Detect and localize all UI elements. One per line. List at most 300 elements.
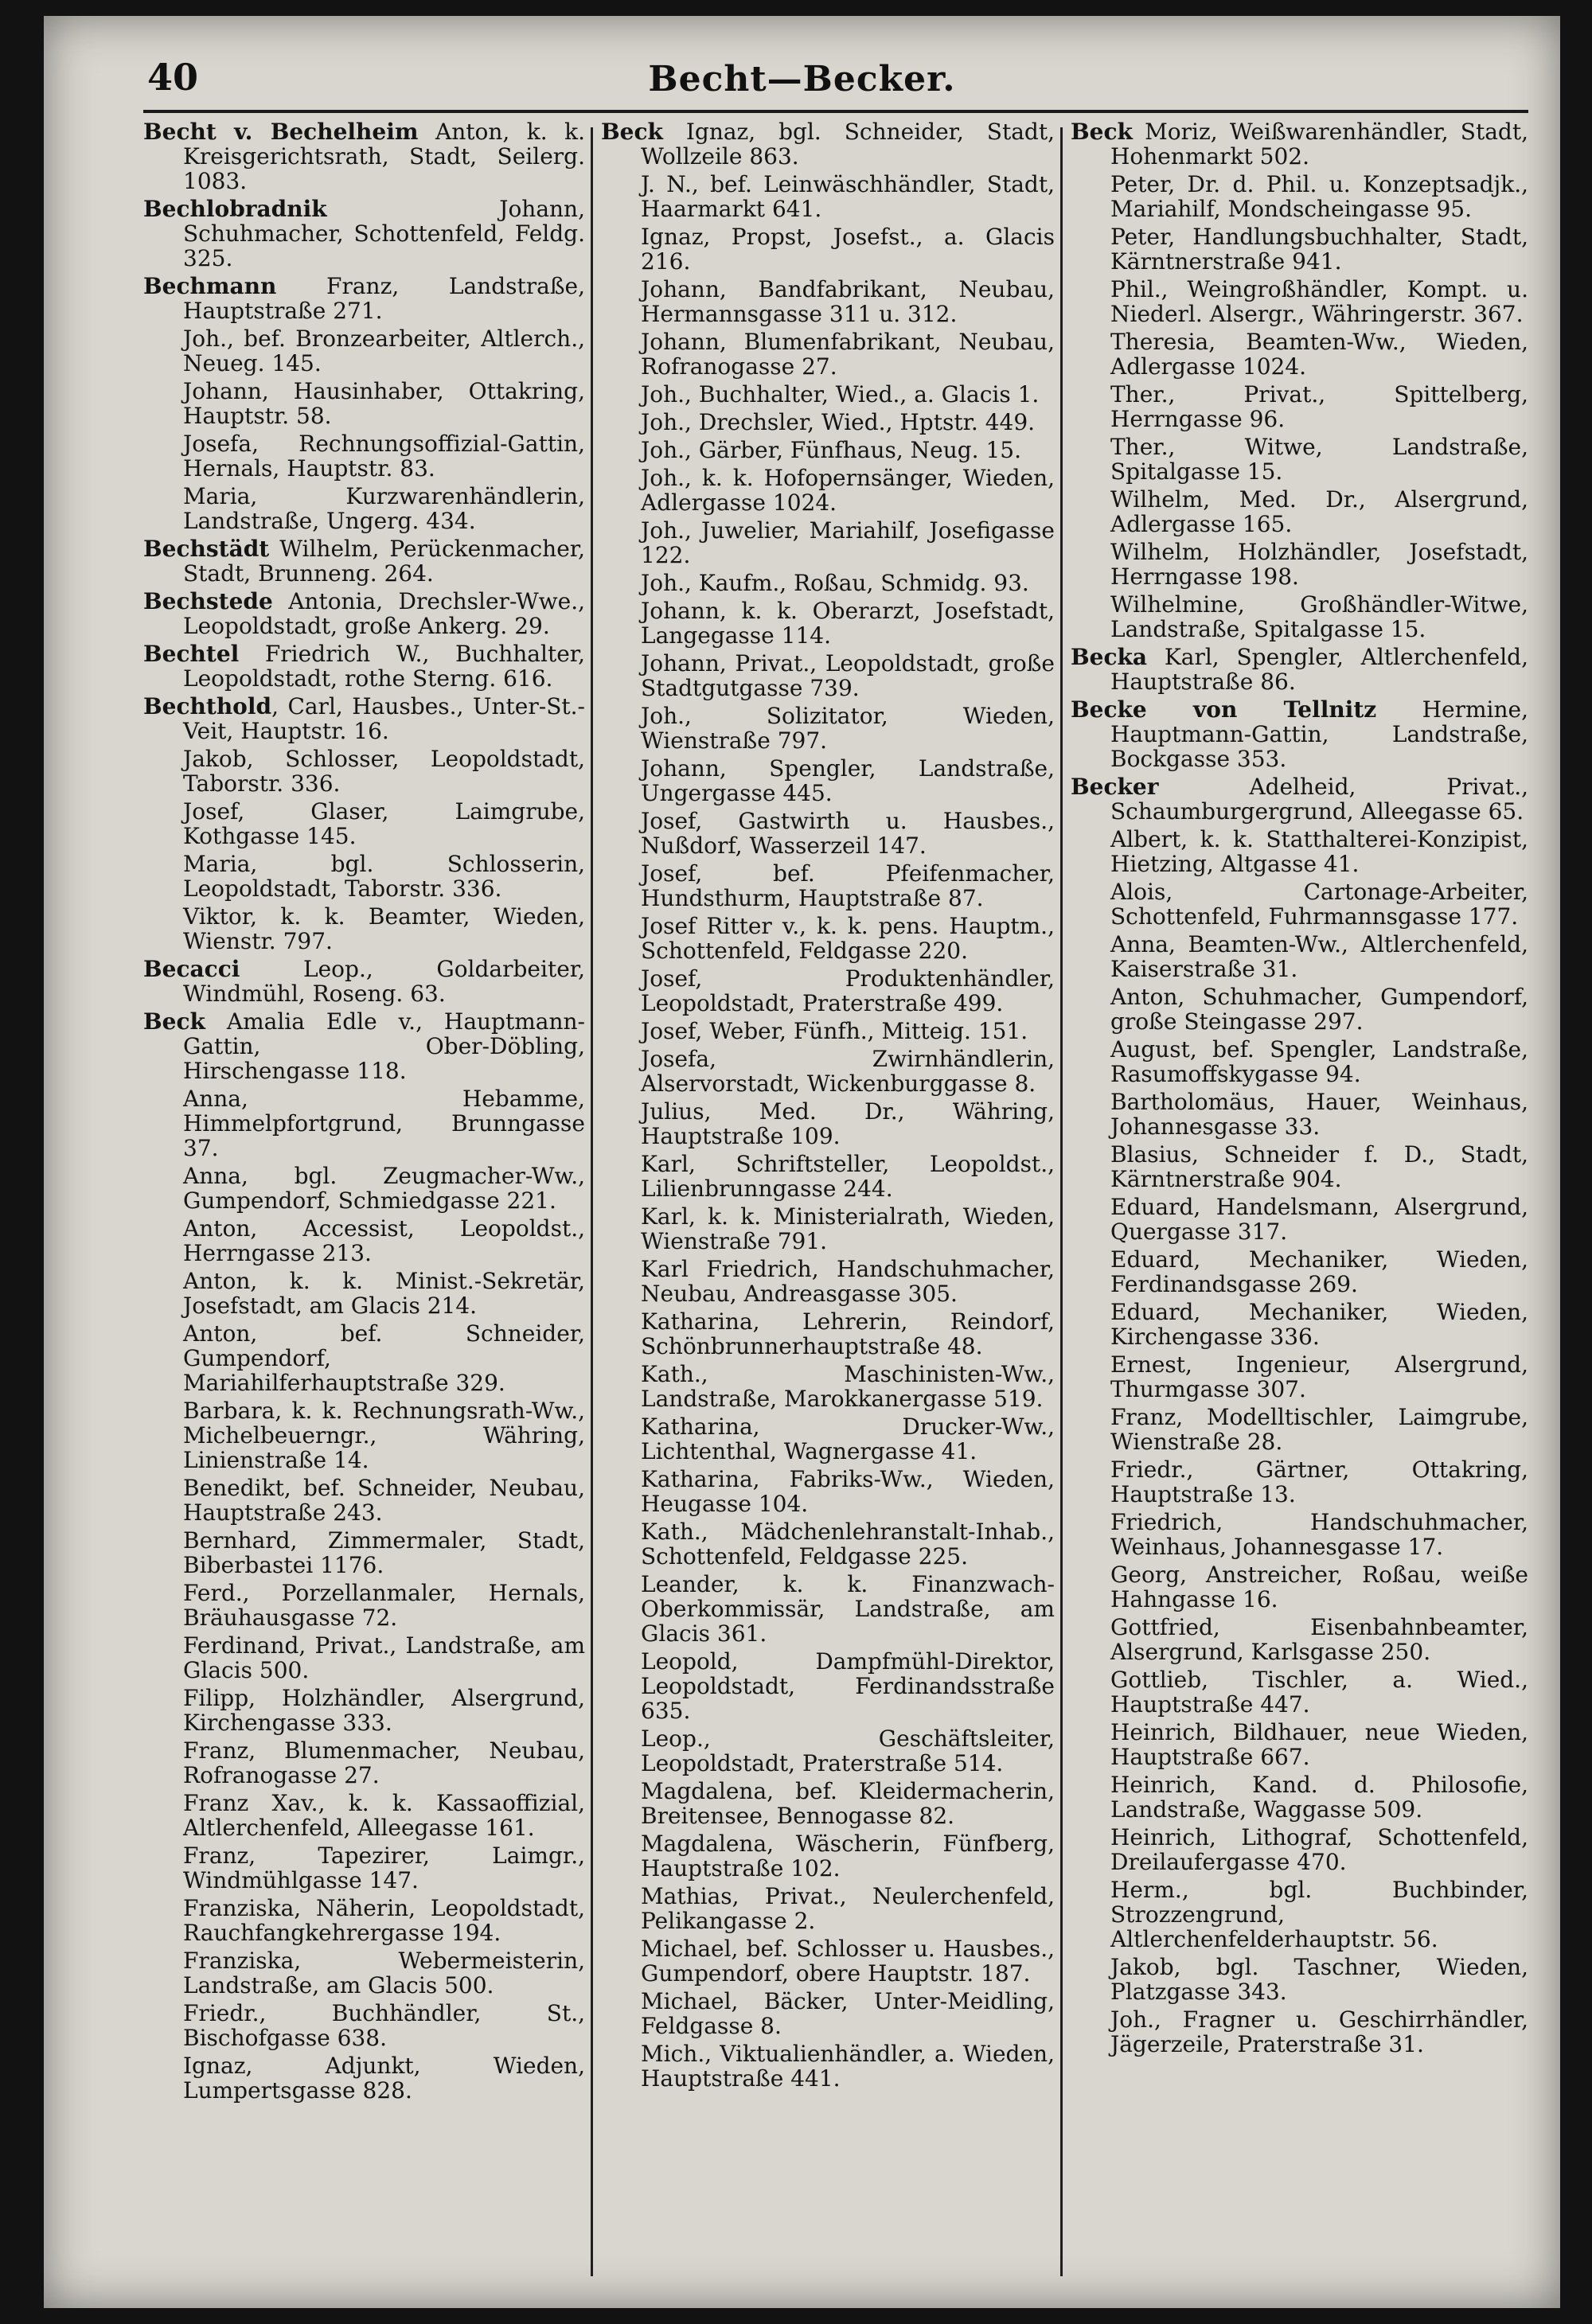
directory-entry <box>143 1476 585 1525</box>
entry-text: Wilhelmine, Großhändler-Witwe, Landstraße, Spitalgasse 15. <box>1110 591 1528 642</box>
ditto-dash <box>143 747 183 771</box>
ditto-dash <box>601 1519 641 1544</box>
column-3 <box>1071 119 1528 2276</box>
directory-entry <box>143 1896 585 1945</box>
entry-text: Leander, k. k. Finanzwach-Oberkommissär, Landstraße, am Glacis 361. <box>641 1571 1055 1647</box>
directory-entry <box>601 1362 1055 1411</box>
entry-surname: Becker <box>1071 774 1159 800</box>
entry-text: Josefa, Zwirnhändlerin, Alservorstadt, Wickenburggasse 8. <box>641 1046 1055 1097</box>
entry-text: Ther., Privat., Spittelberg, Herrngasse 96. <box>1110 381 1528 432</box>
entry-text: Franz Xav., k. k. Kassaoffizial, Altlerchenfeld, Alleegasse 161. <box>183 1790 585 1841</box>
ditto-dash <box>601 1257 641 1281</box>
ditto-dash <box>143 2001 183 2026</box>
ditto-dash <box>601 861 641 886</box>
directory-entry <box>1071 1405 1528 1454</box>
entry-text: Josef, Glaser, Laimgrube, Kothgasse 145. <box>183 798 585 849</box>
directory-entry <box>1071 879 1528 929</box>
ditto-dash <box>601 1989 641 2014</box>
entry-text: Franziska, Webermeisterin, Landstraße, am Glacis 500. <box>183 1948 585 1998</box>
entry-text: Anna, Hebamme, Himmelpfortgrund, Brunngasse 37. <box>183 1086 585 1161</box>
directory-entry <box>143 589 585 638</box>
entry-text: Filipp, Holzhändler, Alsergrund, Kirchengasse 333. <box>183 1685 585 1736</box>
entry-text: Magdalena, bef. Kleidermacherin, Breitensee, Bennogasse 82. <box>641 1778 1055 1829</box>
directory-entry <box>601 518 1055 567</box>
ditto-dash <box>1071 879 1110 904</box>
directory-entry <box>601 1989 1055 2038</box>
ditto-dash <box>143 379 183 404</box>
entry-text: Ther., Witwe, Landstraße, Spitalgasse 15. <box>1110 434 1528 485</box>
directory-entry <box>143 1791 585 1840</box>
ditto-dash <box>1071 1825 1110 1850</box>
entry-text: Ignaz, Adjunkt, Wieden, Lumpertsgasse 828. <box>183 2053 585 2104</box>
directory-entry <box>1071 172 1528 221</box>
entry-text: Anna, bgl. Zeugmacher-Ww., Gumpendorf, Schmiedgasse 221. <box>183 1163 585 1214</box>
directory-entry <box>1071 2007 1528 2057</box>
ditto-dash <box>1071 435 1110 459</box>
directory-entry <box>601 1309 1055 1359</box>
ditto-dash <box>601 1047 641 1071</box>
directory-entry <box>1071 1457 1528 1507</box>
entry-text: Franz, Modelltischler, Laimgrube, Wienstraße 28. <box>1110 1404 1528 1455</box>
directory-entry <box>601 756 1055 805</box>
directory-entry <box>143 274 585 323</box>
directory-entry <box>601 1467 1055 1516</box>
directory-entry <box>601 809 1055 858</box>
ditto-dash <box>1071 1720 1110 1745</box>
directory-entry <box>1071 382 1528 431</box>
directory-entry <box>143 1164 585 1213</box>
directory-entry <box>1071 1562 1528 1612</box>
entry-text: Joh., Buchhalter, Wied., a. Glacis 1. <box>641 381 1040 407</box>
entry-text: Bartholomäus, Hauer, Weinhaus, Johannesgasse 33. <box>1110 1089 1528 1140</box>
ditto-dash <box>601 277 641 302</box>
ditto-dash <box>1071 932 1110 957</box>
entry-surname: Becacci <box>143 956 240 982</box>
entry-text: Kath., Mädchenlehranstalt-Inhab., Schottenfeld, Feldgasse 225. <box>641 1519 1055 1569</box>
entry-text: Karl, Spengler, Altlerchenfeld, Hauptstraße 86. <box>1110 644 1528 695</box>
directory-entry <box>1071 1720 1528 1769</box>
directory-entry <box>601 438 1055 462</box>
ditto-dash <box>143 1476 183 1500</box>
entry-text: Bernhard, Zimmermaler, Stadt, Biberbastei 1176. <box>183 1527 585 1578</box>
ditto-dash <box>601 1152 641 1176</box>
entry-text: , Carl, Hausbes., Unter-St.-Veit, Hauptstr. 16. <box>183 693 585 744</box>
directory-entry <box>1071 1300 1528 1349</box>
directory-entry <box>601 172 1055 221</box>
ditto-dash <box>1071 1352 1110 1377</box>
ditto-dash <box>601 1099 641 1124</box>
directory-entry <box>143 1398 585 1472</box>
entry-text: Johann, Schuhmacher, Schottenfeld, Feldg. 325. <box>183 196 585 271</box>
entry-text: Ernest, Ingenieur, Alsergrund, Thurmgasse 307. <box>1110 1351 1528 1402</box>
directory-entry <box>601 966 1055 1016</box>
directory-entry <box>1071 697 1528 771</box>
entry-text: Josefa, Rechnungsoffizial-Gattin, Hernals, Hauptstr. 83. <box>183 431 585 482</box>
entry-text: Barbara, k. k. Rechnungsrath-Ww., Michelbeuerngr., Währing, Linienstraße 14. <box>183 1398 585 1473</box>
ditto-dash <box>1071 329 1110 354</box>
entry-text: Julius, Med. Dr., Währing, Hauptstraße 109. <box>641 1098 1055 1149</box>
entry-text: Friedr., Gärtner, Ottakring, Hauptstraße 13. <box>1110 1456 1528 1507</box>
ditto-dash <box>601 1779 641 1803</box>
ditto-dash <box>1071 1247 1110 1272</box>
directory-entry <box>1071 435 1528 484</box>
ditto-dash <box>1071 382 1110 407</box>
directory-entry <box>1071 540 1528 589</box>
running-title: Becht—Becker. <box>648 59 956 99</box>
ditto-dash <box>601 1572 641 1597</box>
entry-text: Herm., bgl. Buchbinder, Strozzengrund, Altlerchenfelderhauptstr. 56. <box>1110 1877 1528 1952</box>
directory-entry <box>143 197 585 271</box>
column-1 <box>143 119 585 2276</box>
ditto-dash <box>1071 592 1110 617</box>
column-divider <box>1060 127 1063 2276</box>
entry-text: Joh., Kaufm., Roßau, Schmidg. 93. <box>641 570 1029 596</box>
ditto-dash <box>143 1164 183 1188</box>
directory-entry <box>143 1321 585 1395</box>
directory-entry <box>601 1204 1055 1254</box>
entry-surname: Bechmann <box>143 273 277 299</box>
directory-entry <box>143 1216 585 1265</box>
entry-text: Johann, Blumenfabrikant, Neubau, Rofranogasse 27. <box>641 329 1055 380</box>
entry-text: Mathias, Privat., Neulerchenfeld, Pelikangasse 2. <box>641 1883 1055 1934</box>
column-2 <box>601 119 1055 2276</box>
entry-text: Gottlieb, Tischler, a. Wied., Hauptstraße 447. <box>1110 1667 1528 1718</box>
directory-entry <box>143 379 585 428</box>
entry-surname: Beck <box>1071 119 1133 145</box>
directory-entry <box>601 382 1055 407</box>
directory-entry <box>1071 1955 1528 2004</box>
entry-surname: Bechlobradnik <box>143 196 327 222</box>
ditto-dash <box>1071 1667 1110 1692</box>
entry-text: Antonia, Drechsler-Wwe., Leopoldstadt, große Ankerg. 29. <box>183 588 585 639</box>
directory-entry <box>1071 1142 1528 1191</box>
ditto-dash <box>143 1791 183 1815</box>
entry-surname: Becke von Tellnitz <box>1071 696 1377 723</box>
ditto-dash <box>1071 1562 1110 1587</box>
entry-text: Johann, Hausinhaber, Ottakring, Hauptstr. 58. <box>183 378 585 429</box>
directory-entry <box>143 1009 585 1083</box>
directory-entry <box>1071 1615 1528 1664</box>
entry-text: August, bef. Spengler, Landstraße, Rasumoffskygasse 94. <box>1110 1036 1528 1087</box>
directory-entry <box>601 1779 1055 1828</box>
directory-entry <box>601 599 1055 648</box>
entry-text: Josef, Weber, Fünfh., Mitteig. 151. <box>641 1018 1028 1044</box>
directory-entry <box>601 1414 1055 1464</box>
entry-text: Karl, Schriftsteller, Leopoldst., Lilienbrunngasse 244. <box>641 1151 1055 1202</box>
entry-text: Leopold, Dampfmühl-Direktor, Leopoldstadt, Ferdinandsstraße 635. <box>641 1648 1055 1724</box>
ditto-dash <box>1071 2007 1110 2032</box>
directory-entry <box>1071 985 1528 1034</box>
ditto-dash <box>1071 1457 1110 1482</box>
directory-entry <box>601 1572 1055 1646</box>
ditto-dash <box>601 1649 641 1674</box>
directory-entry <box>143 1843 585 1893</box>
directory-entry <box>143 1086 585 1160</box>
directory-entry <box>601 119 1055 169</box>
entry-surname: Bechthold <box>143 693 272 719</box>
directory-entry <box>1071 1352 1528 1402</box>
directory-entry <box>601 861 1055 910</box>
entry-text: Joh., Solizitator, Wieden, Wienstraße 797. <box>641 703 1055 754</box>
ditto-dash <box>601 571 641 595</box>
directory-entry <box>601 914 1055 963</box>
entry-text: Eduard, Mechaniker, Wieden, Ferdinandsgasse 269. <box>1110 1246 1528 1297</box>
ditto-dash <box>143 1528 183 1553</box>
directory-entry <box>143 852 585 901</box>
directory-entry <box>601 224 1055 274</box>
entry-text: Anna, Beamten-Ww., Altlerchenfeld, Kaiserstraße 31. <box>1110 931 1528 982</box>
entry-text: Anton, k. k. Minist.-Sekretär, Josefstadt, am Glacis 214. <box>183 1268 585 1319</box>
directory-entry <box>1071 1667 1528 1717</box>
directory-entry <box>1071 1195 1528 1244</box>
ditto-dash <box>143 1948 183 1973</box>
ditto-dash <box>143 1738 183 1763</box>
directory-entry <box>143 1738 585 1788</box>
ditto-dash <box>601 756 641 781</box>
entry-text: Blasius, Schneider f. D., Stadt, Kärntnerstraße 904. <box>1110 1141 1528 1192</box>
ditto-dash <box>1071 1405 1110 1429</box>
entry-text: Hermine, Hauptmann-Gattin, Landstraße, Bockgasse 353. <box>1110 696 1528 772</box>
ditto-dash <box>601 966 641 991</box>
entry-text: Peter, Dr. d. Phil. u. Konzeptsadjk., Mariahilf, Mondscheingasse 95. <box>1110 171 1528 222</box>
ditto-dash <box>1071 277 1110 302</box>
page-number: 40 <box>147 56 199 99</box>
entry-surname: Beck <box>143 1008 205 1035</box>
directory-entry <box>143 2001 585 2050</box>
ditto-dash <box>143 1581 183 1605</box>
directory-entry <box>1071 592 1528 641</box>
directory-entry <box>143 904 585 953</box>
directory-entry <box>1071 827 1528 876</box>
entry-text: Gottfried, Eisenbahnbeamter, Alsergrund, Karlsgasse 250. <box>1110 1614 1528 1665</box>
directory-entry <box>1071 1037 1528 1086</box>
ditto-dash <box>601 329 641 354</box>
directory-entry <box>143 1581 585 1630</box>
directory-entry <box>143 431 585 481</box>
ditto-dash <box>143 1686 183 1710</box>
ditto-dash <box>601 914 641 938</box>
directory-entry <box>601 651 1055 700</box>
entry-text: Franz, Blumenmacher, Neubau, Rofranogasse 27. <box>183 1737 585 1788</box>
ditto-dash <box>601 518 641 543</box>
entry-text: Maria, Kurzwarenhändlerin, Landstraße, Ungerg. 434. <box>183 483 585 534</box>
entry-text: Peter, Handlungsbuchhalter, Stadt, Kärntnerstraße 941. <box>1110 224 1528 275</box>
ditto-dash <box>143 2053 183 2078</box>
ditto-dash <box>1071 224 1110 249</box>
entry-text: Heinrich, Kand. d. Philosofie, Landstraße, Waggasse 509. <box>1110 1772 1528 1823</box>
directory-entry <box>143 1633 585 1683</box>
entry-text: Johann, k. k. Oberarzt, Josefstadt, Langegasse 114. <box>641 598 1055 649</box>
directory-entry <box>143 1948 585 1998</box>
directory-entry <box>143 119 585 193</box>
entry-text: Leop., Geschäftsleiter, Leopoldstadt, Praterstraße 514. <box>641 1725 1055 1776</box>
directory-entry <box>601 1831 1055 1881</box>
ditto-dash <box>601 382 641 407</box>
ditto-dash <box>1071 1195 1110 1219</box>
ditto-dash <box>143 852 183 876</box>
directory-entry <box>601 1019 1055 1043</box>
entry-surname: Becht v. Bechelheim <box>143 119 419 145</box>
entry-text: Franziska, Näherin, Leopoldstadt, Rauchfangkehrergasse 194. <box>183 1895 585 1946</box>
directory-entry <box>1071 329 1528 379</box>
directory-entry <box>143 484 585 533</box>
ditto-dash <box>1071 172 1110 197</box>
directory-entry <box>601 571 1055 595</box>
entry-surname: Bechstädt <box>143 536 270 562</box>
directory-page <box>44 16 1560 2308</box>
entry-text: Joh., k. k. Hofopernsänger, Wieden, Adlergasse 1024. <box>641 465 1055 516</box>
entry-text: Josef, Gastwirth u. Hausbes., Nußdorf, Wasserzeil 147. <box>641 808 1055 859</box>
entry-text: Jakob, bgl. Taschner, Wieden, Platzgasse 343. <box>1110 1954 1528 2005</box>
entry-text: Eduard, Mechaniker, Wieden, Kirchengasse 336. <box>1110 1299 1528 1350</box>
ditto-dash <box>1071 827 1110 852</box>
entry-text: Michael, Bäcker, Unter-Meidling, Feldgasse 8. <box>641 1988 1055 2039</box>
ditto-dash <box>1071 985 1110 1009</box>
entry-text: Johann, Bandfabrikant, Neubau, Hermannsgasse 311 u. 312. <box>641 276 1055 327</box>
directory-entry <box>1071 487 1528 536</box>
entry-text: Heinrich, Bildhauer, neue Wieden, Hauptstraße 667. <box>1110 1719 1528 1770</box>
ditto-dash <box>601 704 641 728</box>
directory-entry <box>1071 1825 1528 1874</box>
entry-text: Eduard, Handelsmann, Alsergrund, Quergasse 317. <box>1110 1194 1528 1245</box>
directory-entry <box>143 694 585 743</box>
entry-text: Joh., Drechsler, Wied., Hptstr. 449. <box>641 409 1036 435</box>
entry-text: Ferdinand, Privat., Landstraße, am Glacis 500. <box>183 1632 585 1683</box>
ditto-dash <box>143 326 183 351</box>
entry-text: Adelheid, Privat., Schaumburgergrund, Alleegasse 65. <box>1110 774 1528 825</box>
column-divider <box>591 127 593 2276</box>
ditto-dash <box>1071 1615 1110 1640</box>
ditto-dash <box>1071 1772 1110 1797</box>
entry-text: Karl Friedrich, Handschuhmacher, Neubau, Andreasgasse 305. <box>641 1256 1055 1307</box>
entry-text: Katharina, Fabriks-Ww., Wieden, Heugasse 104. <box>641 1466 1055 1517</box>
directory-entry <box>601 1726 1055 1776</box>
entry-text: Katharina, Lehrerin, Reindorf, Schönbrunnerhauptstraße 48. <box>641 1308 1055 1359</box>
directory-entry <box>1071 1878 1528 1952</box>
ditto-dash <box>143 799 183 824</box>
ditto-dash <box>1071 1090 1110 1114</box>
directory-entry <box>143 747 585 796</box>
entry-text: Ignaz, bgl. Schneider, Stadt, Wollzeile 863. <box>641 119 1055 170</box>
ditto-dash <box>1071 540 1110 564</box>
directory-entry <box>1071 224 1528 274</box>
ditto-dash <box>143 1321 183 1346</box>
directory-entry <box>601 1884 1055 1933</box>
entry-text: Jakob, Schlosser, Leopoldstadt, Taborstr. 336. <box>183 746 585 797</box>
ditto-dash <box>601 1019 641 1043</box>
entry-text: Karl, k. k. Ministerialrath, Wieden, Wienstraße 791. <box>641 1203 1055 1254</box>
entry-text: Ferd., Porzellanmaler, Hernals, Bräuhausgasse 72. <box>183 1580 585 1631</box>
ditto-dash <box>1071 1878 1110 1902</box>
ditto-dash <box>601 224 641 249</box>
entry-text: Franz, Tapezirer, Laimgr., Windmühlgasse 147. <box>183 1842 585 1893</box>
ditto-dash <box>143 1398 183 1423</box>
ditto-dash <box>601 1726 641 1751</box>
ditto-dash <box>1071 1037 1110 1062</box>
entry-text: Joh., Fragner u. Geschirrhändler, Jägerzeile, Praterstraße 31. <box>1110 2006 1528 2057</box>
directory-entry <box>601 277 1055 326</box>
entry-text: Friedrich W., Buchhalter, Leopoldstadt, rothe Sterng. 616. <box>183 641 585 692</box>
directory-entry <box>601 1257 1055 1306</box>
entry-text: Magdalena, Wäscherin, Fünfberg, Hauptstraße 102. <box>641 1831 1055 1881</box>
directory-entry <box>601 410 1055 435</box>
directory-entry <box>143 957 585 1006</box>
entry-text: Mich., Viktualienhändler, a. Wieden, Hauptstraße 441. <box>641 2041 1055 2092</box>
entry-text: Anton, Accessist, Leopoldst., Herrngasse 213. <box>183 1215 585 1266</box>
directory-entry <box>601 1936 1055 1986</box>
entry-text: Katharina, Drucker-Ww., Lichtenthal, Wagnergasse 41. <box>641 1414 1055 1464</box>
ditto-dash <box>143 1216 183 1241</box>
entry-text: Alois, Cartonage-Arbeiter, Schottenfeld, Fuhrmannsgasse 177. <box>1110 879 1528 930</box>
entry-text: Georg, Anstreicher, Roßau, weiße Hahngasse 16. <box>1110 1562 1528 1612</box>
directory-entry <box>1071 774 1528 824</box>
ditto-dash <box>1071 487 1110 512</box>
entry-text: Wilhelm, Perückenmacher, Stadt, Brunneng. 264. <box>183 536 585 587</box>
entry-text: Joh., bef. Bronzearbeiter, Altlerch., Neueg. 145. <box>183 326 585 376</box>
entry-text: Friedrich, Handschuhmacher, Weinhaus, Johannesgasse 17. <box>1110 1509 1528 1560</box>
ditto-dash <box>143 1633 183 1658</box>
ditto-dash <box>601 2041 641 2066</box>
entry-text: Anton, bef. Schneider, Gumpendorf, Mariahilferhauptstraße 329. <box>183 1320 585 1396</box>
entry-text: Franz, Landstraße, Hauptstraße 271. <box>183 273 585 324</box>
entry-text: Anton, k. k. Kreisgerichtsrath, Stadt, Seilerg. 1083. <box>183 119 585 194</box>
entry-text: Anton, Schuhmacher, Gumpendorf, große Steingasse 297. <box>1110 984 1528 1035</box>
ditto-dash <box>143 904 183 929</box>
ditto-dash <box>1071 1300 1110 1324</box>
entry-text: Wilhelm, Med. Dr., Alsergrund, Adlergasse 165. <box>1110 486 1528 537</box>
directory-entry <box>143 799 585 848</box>
directory-entry <box>143 326 585 376</box>
directory-entry <box>601 704 1055 753</box>
entry-text: Joh., Juwelier, Mariahilf, Josefigasse 122. <box>641 517 1055 568</box>
directory-entry <box>143 641 585 691</box>
entry-text: Joh., Gärber, Fünfhaus, Neug. 15. <box>641 437 1022 463</box>
directory-entry <box>601 1099 1055 1148</box>
ditto-dash <box>601 1414 641 1439</box>
entry-text: Theresia, Beamten-Ww., Wieden, Adlergasse 1024. <box>1110 329 1528 380</box>
directory-entry <box>143 2053 585 2103</box>
entry-text: Moriz, Weißwarenhändler, Stadt, Hohenmarkt 502. <box>1110 119 1528 170</box>
directory-entry <box>1071 277 1528 326</box>
directory-entry <box>1071 1247 1528 1297</box>
entry-text: Josef, Produktenhändler, Leopoldstadt, Praterstraße 499. <box>641 965 1055 1016</box>
directory-entry <box>143 536 585 586</box>
directory-entry <box>601 1519 1055 1569</box>
entry-text: Viktor, k. k. Beamter, Wieden, Wienstr. 797. <box>183 903 585 954</box>
entry-text: Kath., Maschinisten-Ww., Landstraße, Marokkanergasse 519. <box>641 1361 1055 1412</box>
directory-entry <box>1071 1772 1528 1822</box>
ditto-dash <box>143 1269 183 1293</box>
directory-entry <box>143 1269 585 1318</box>
ditto-dash <box>143 484 183 509</box>
directory-entry <box>601 329 1055 379</box>
entry-text: Leop., Goldarbeiter, Windmühl, Roseng. 63. <box>183 956 585 1007</box>
header-rule <box>143 110 1528 113</box>
directory-entry <box>1071 932 1528 981</box>
entry-text: Wilhelm, Holzhändler, Josefstadt, Herrngasse 198. <box>1110 539 1528 590</box>
entry-text: Friedr., Buchhändler, St., Bischofgasse 638. <box>183 2000 585 2051</box>
ditto-dash <box>601 410 641 435</box>
ditto-dash <box>601 1309 641 1334</box>
directory-entry <box>601 466 1055 515</box>
entry-text: Josef Ritter v., k. k. pens. Hauptm., Schottenfeld, Feldgasse 220. <box>641 913 1055 964</box>
ditto-dash <box>601 651 641 676</box>
entry-surname: Bechtel <box>143 641 240 667</box>
entry-text: Phil., Weingroßhändler, Kompt. u. Niederl. Alsergr., Währingerstr. 367. <box>1110 276 1528 327</box>
directory-columns <box>143 119 1528 2276</box>
directory-entry <box>143 1528 585 1577</box>
ditto-dash <box>143 1843 183 1868</box>
